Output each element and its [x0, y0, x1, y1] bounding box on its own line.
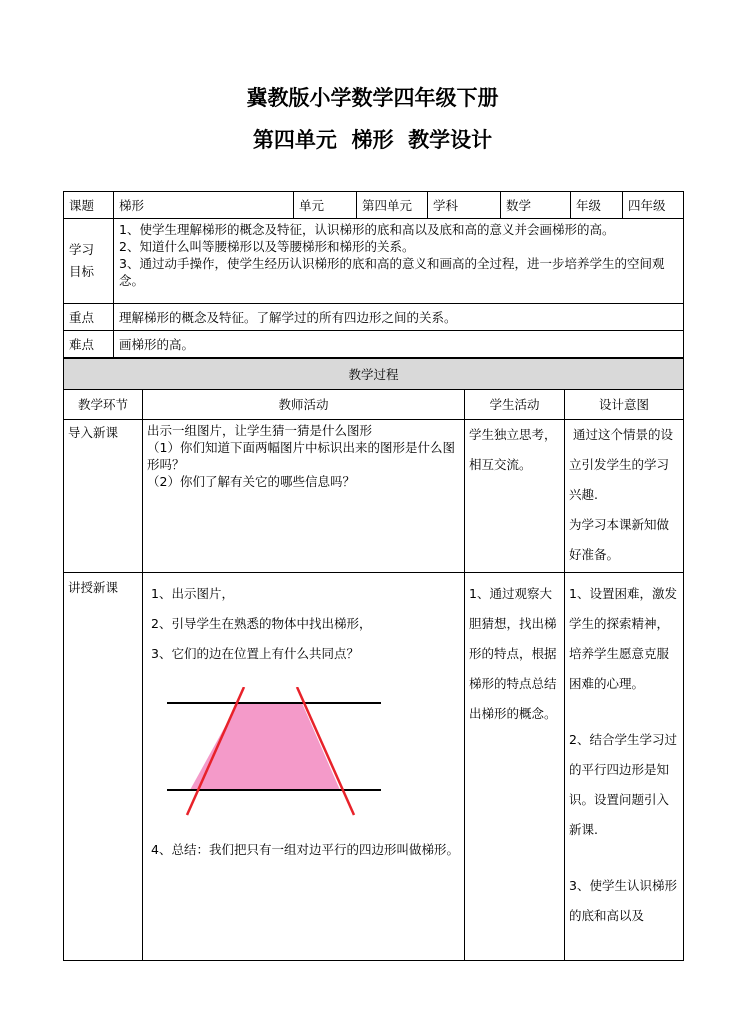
intent-new-item: 1、设置困难，激发学生的探索精神，培养学生愿意克服困难的心理。: [569, 586, 677, 691]
teacher-intro-line: （2）你们了解有关它的哪些信息吗？: [147, 474, 355, 489]
teacher-intro: [143, 420, 465, 573]
process-title: 教学过程: [64, 359, 684, 390]
subject-value: 数学: [501, 192, 571, 219]
grade-label: 年级: [571, 192, 623, 219]
process-title-row: [64, 359, 684, 390]
goal-item: 2、知道什么叫等腰梯形以及等腰梯形和梯形的关系。: [119, 239, 415, 254]
goals-content: [114, 219, 684, 304]
trapezoid-diagram: [159, 687, 384, 827]
student-intro: 学生独立思考，相互交流。: [465, 420, 565, 573]
stage-new: 讲授新课: [64, 573, 143, 961]
document-title: 冀教版小学数学四年级下册: [246, 86, 499, 110]
info-row-key: [64, 304, 684, 331]
teacher-summary: 4、总结：我们把只有一组对边平行的四边形叫做梯形。: [151, 842, 459, 857]
teacher-step: 3、它们的边在位置上有什么共同点？: [151, 646, 359, 661]
process-row-new: [64, 573, 684, 961]
teacher-step: 1、出示图片，: [151, 586, 234, 601]
intent-intro: [565, 420, 684, 573]
process-header-row: [64, 390, 684, 420]
document-subtitle: 第四单元 梯形 教学设计: [252, 128, 493, 152]
difficulty-label: 难点: [64, 331, 114, 358]
teacher-intro-line: （1）你们知道下面两幅图片中标识出来的图形是什么图形吗？: [147, 440, 455, 472]
header-teacher: 教师活动: [143, 390, 465, 420]
topic-value: 梯形: [114, 192, 294, 219]
info-row-goals: [64, 219, 684, 304]
lesson-info-table: [63, 191, 684, 358]
student-new: 1、通过观察大胆猜想，找出梯形的特点，根据梯形的特点总结出梯形的概念。: [465, 573, 565, 961]
teacher-intro-line: 出示一组图片，让学生猜一猜是什么图形: [147, 423, 373, 438]
intent-new: [565, 573, 684, 961]
grade-value: 四年级: [623, 192, 684, 219]
goals-label-text: 学习目标: [69, 242, 95, 279]
teaching-process-table: [63, 358, 684, 961]
topic-label: 课题: [64, 192, 114, 219]
header-stage: 教学环节: [64, 390, 143, 420]
trapezoid-shape: [190, 703, 340, 790]
process-row-intro: [64, 420, 684, 573]
unit-value: 第四单元: [357, 192, 428, 219]
teacher-new: [143, 573, 465, 961]
intent-intro-line: 为学习本课新知做好准备。: [569, 517, 670, 562]
intent-intro-line: 通过这个情景的设立引发学生的学习兴趣.: [569, 427, 673, 502]
subject-label: 学科: [428, 192, 501, 219]
intent-new-item: 3、使学生认识梯形的底和高以及: [569, 878, 677, 923]
info-row-difficulty: [64, 331, 684, 358]
header-student: 学生活动: [465, 390, 565, 420]
key-value: 理解梯形的概念及特征。了解学过的所有四边形之间的关系。: [114, 304, 684, 331]
header-intent: 设计意图: [565, 390, 684, 420]
key-label: 重点: [64, 304, 114, 331]
unit-label: 单元: [294, 192, 357, 219]
goal-item: 3、通过动手操作，使学生经历认识梯形的底和高的意义和画高的全过程，进一步培养学生的空间观念。: [119, 256, 665, 288]
difficulty-value: 画梯形的高。: [114, 331, 684, 358]
stage-intro: 导入新课: [64, 420, 143, 573]
goals-label: [64, 219, 114, 304]
teacher-step: 2、引导学生在熟悉的物体中找出梯形，: [151, 616, 372, 631]
goal-item: 1、使学生理解梯形的概念及特征，认识梯形的底和高以及底和高的意义并会画梯形的高。: [119, 222, 615, 237]
intent-new-item: 2、结合学生学习过的平行四边形是知识。设置问题引入新课.: [569, 732, 677, 837]
info-row-topic: [64, 192, 684, 219]
